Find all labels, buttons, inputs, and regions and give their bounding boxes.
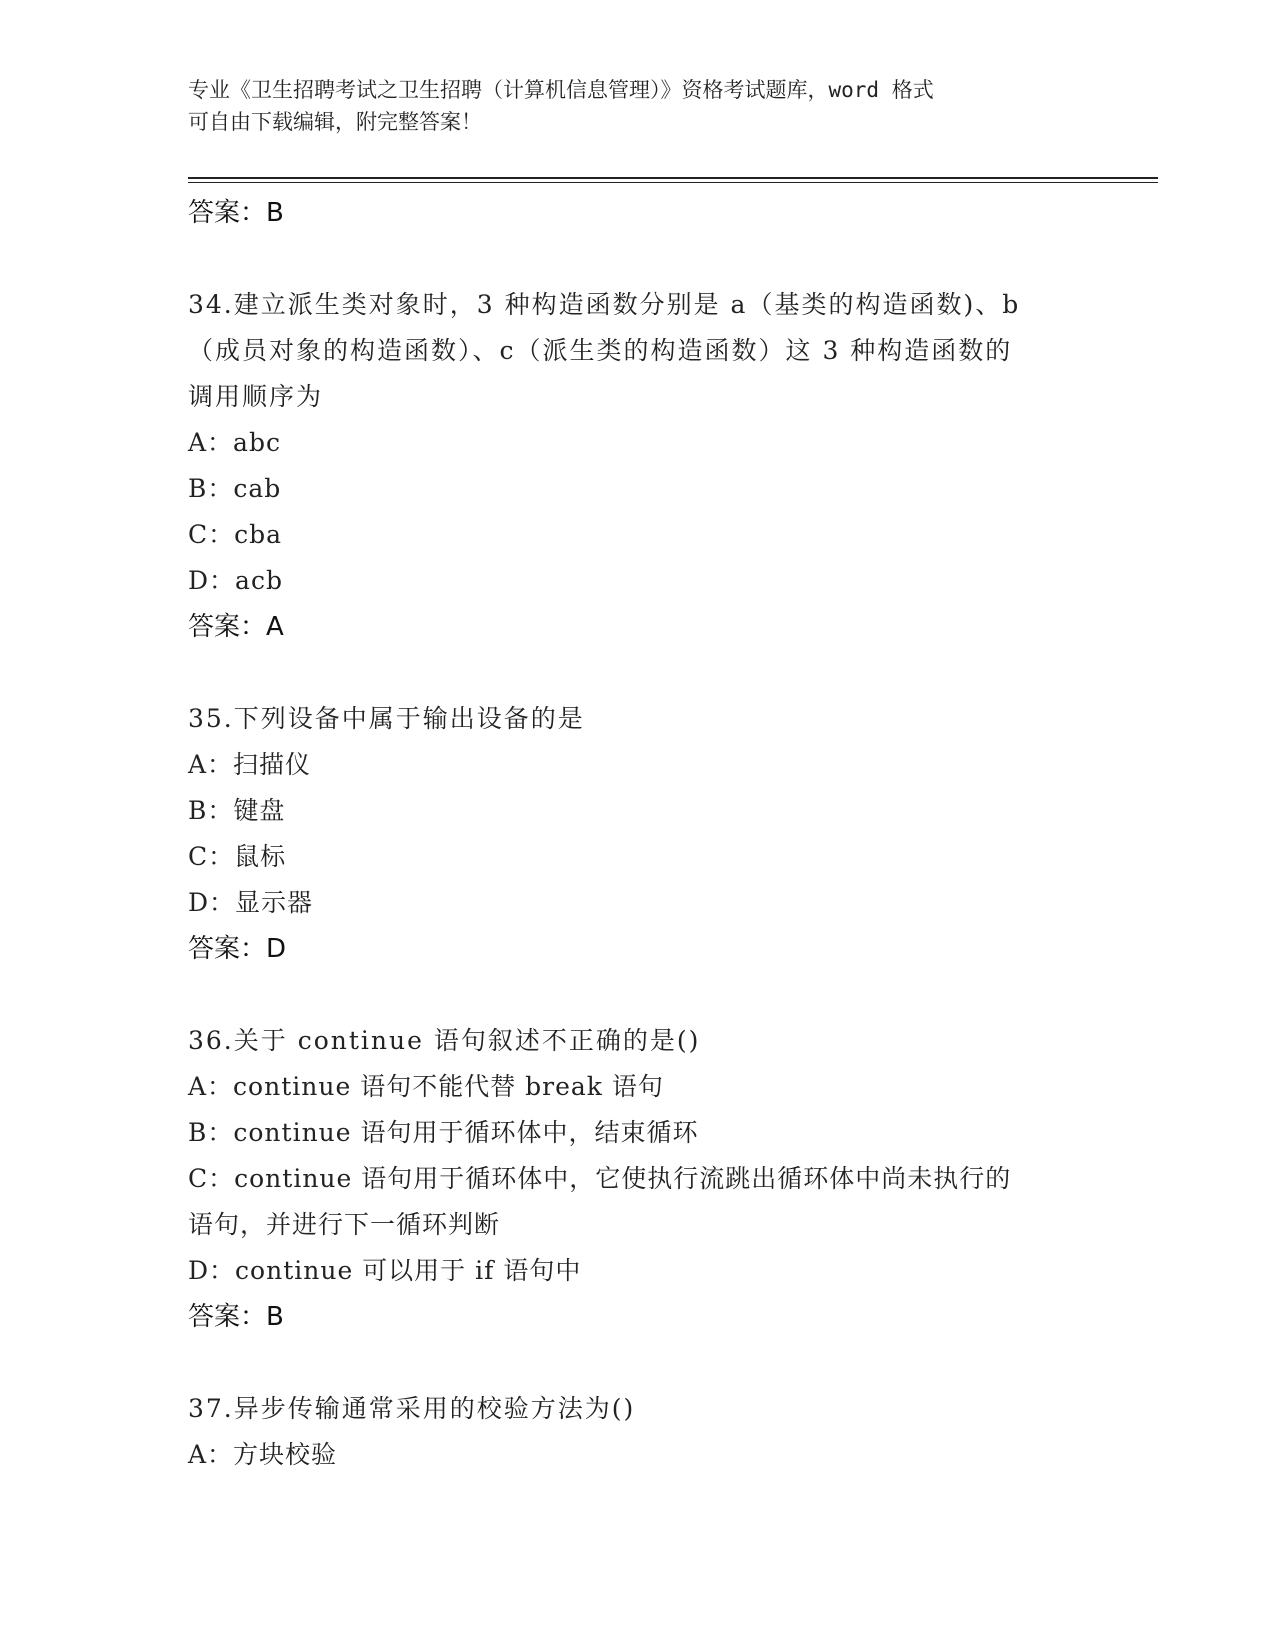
option-c (188, 834, 1088, 880)
option-d (188, 558, 1088, 604)
option-text: C：continue 语句用于循环体中，它使执行流跳出循环体中尚未执行的 (188, 1164, 1012, 1193)
question-34 (188, 282, 1088, 420)
option-text: B：cab (188, 474, 282, 503)
question-text-line: 34.建立派生类对象时，3 种构造函数分别是 a（基类的构造函数)、b (188, 290, 1021, 319)
option-d (188, 880, 1088, 926)
option-text: A：扫描仪 (188, 750, 312, 779)
header-rule-thick (188, 177, 1158, 179)
option-b (188, 466, 1088, 512)
option-a (188, 420, 1088, 466)
option-text-continued: 语句，并进行下一循环判断 (188, 1210, 501, 1239)
question-text-line: （成员对象的构造函数）、c（派生类的构造函数）这 3 种构造函数的 (188, 336, 1013, 365)
option-text: A：abc (188, 428, 281, 457)
spacer (188, 650, 1088, 696)
header-line-1: 专业《卫生招聘考试之卫生招聘（计算机信息管理）》资格考试题库，word 格式 (188, 78, 934, 102)
answer-36: 答案：B (188, 1302, 284, 1332)
option-text: C：鼠标 (188, 842, 287, 871)
option-d (188, 1248, 1088, 1294)
option-text: A：方块校验 (188, 1440, 338, 1469)
option-a (188, 1432, 1088, 1478)
question-text-line: 36.关于 continue 语句叙述不正确的是() (188, 1026, 701, 1055)
answer-previous: 答案：B (188, 198, 284, 228)
option-b (188, 1110, 1088, 1156)
document-body (188, 190, 1088, 1478)
spacer (188, 236, 1088, 282)
option-text: D：显示器 (188, 888, 314, 917)
option-text: D：acb (188, 566, 283, 595)
question-35 (188, 696, 1088, 742)
option-a (188, 1064, 1088, 1110)
option-text: B：键盘 (188, 796, 286, 825)
question-text-line: 37.异步传输通常采用的校验方法为() (188, 1394, 636, 1423)
header-line-2: 可自由下载编辑，附完整答案！ (188, 110, 482, 134)
spacer (188, 972, 1088, 1018)
answer-34: 答案：A (188, 612, 284, 642)
document-header (188, 74, 1088, 138)
question-text-line: 35.下列设备中属于输出设备的是 (188, 704, 585, 733)
header-rule-thin (188, 182, 1158, 183)
answer-35: 答案：D (188, 934, 287, 964)
question-37 (188, 1386, 1088, 1432)
option-text: D：continue 可以用于 if 语句中 (188, 1256, 582, 1285)
option-text: A：continue 语句不能代替 break 语句 (188, 1072, 664, 1101)
option-b (188, 788, 1088, 834)
option-a (188, 742, 1088, 788)
option-text: B：continue 语句用于循环体中，结束循环 (188, 1118, 699, 1147)
option-c (188, 1156, 1088, 1248)
spacer (188, 1340, 1088, 1386)
question-36 (188, 1018, 1088, 1064)
question-text-line: 调用顺序为 (188, 382, 324, 411)
option-c (188, 512, 1088, 558)
option-text: C：cba (188, 520, 283, 549)
